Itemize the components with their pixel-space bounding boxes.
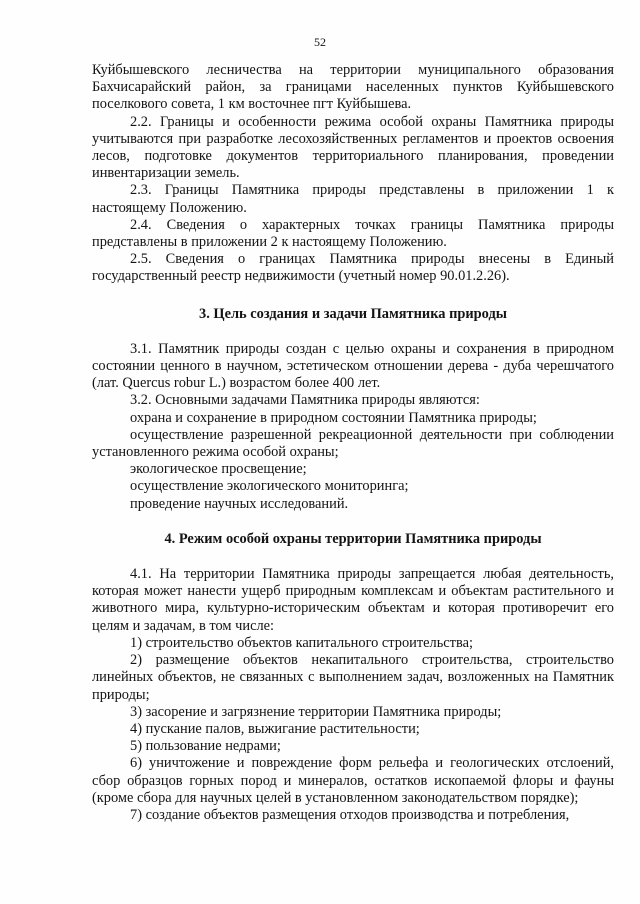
prohibition-item: 5) пользование недрами;	[130, 738, 281, 755]
document-body	[92, 62, 614, 824]
page-number: 52	[314, 35, 326, 49]
task-item: проведение научных исследований.	[130, 495, 349, 512]
task-item: экологическое просвещение;	[130, 461, 307, 478]
intro-paragraph: Куйбышевского лесничества на территории муниципального образования Бахчисарайский район, за границами населенных пунктов Куйбышевского поселкового совета, 1 км восточнее пгт Куйбышева.	[92, 62, 614, 113]
paragraph-3-1: 3.1. Памятник природы создан с целью охраны и сохранения в природном состоянии ценного в научном, эстетическом отношении дерева - дуба черешчатого (лат. Quercus robur L.) возрастом более 400 лет.	[92, 340, 614, 392]
paragraph-2-3: 2.3. Границы Памятника природы представлены в приложении 1 к настоящему Положению.	[92, 182, 614, 216]
paragraph-4-1: 4.1. На территории Памятника природы запрещается любая деятельность, которая может нанести ущерб природным комплексам и объектам растительного и животного мира, культурно-историческим объектам и которая противоречит его целям и задачам, в том числе:	[92, 566, 614, 634]
paragraph-2-5: 2.5. Сведения о границах Памятника природы внесены в Единый государственный реестр недвижимости (учетный номер 90.01.2.26).	[92, 251, 614, 285]
prohibition-item: 6) уничтожение и повреждение форм рельефа и геологических отслоений, сбор образцов горных пород и минералов, остатков ископаемой флоры и фауны (кроме сбора для научных целей в установленном законодательством порядке);	[92, 755, 614, 806]
paragraph-3-2: 3.2. Основными задачами Памятника природы являются:	[130, 392, 480, 409]
prohibition-item: 7) создание объектов размещения отходов производства и потребления,	[130, 806, 570, 823]
task-item: охрана и сохранение в природном состоянии Памятника природы;	[130, 409, 537, 426]
section-3-heading: 3. Цель создания и задачи Памятника природы	[199, 305, 507, 322]
prohibition-item: 1) строительство объектов капитального строительства;	[130, 634, 473, 651]
prohibition-item: 4) пускание палов, выжигание растительности;	[130, 720, 420, 737]
task-item: осуществление разрешенной рекреационной деятельности при соблюдении установленного режима особой охраны;	[92, 426, 614, 461]
prohibition-item: 3) засорение и загрязнение территории Памятника природы;	[130, 703, 502, 720]
section-4-heading: 4. Режим особой охраны территории Памятника природы	[164, 530, 542, 547]
prohibition-item: 2) размещение объектов некапитального строительства, строительство линейных объектов, не связанных с выполнением задач, возложенных на Памятник природы;	[92, 652, 614, 703]
paragraph-2-4: 2.4. Сведения о характерных точках границы Памятника природы представлены в приложении 2 к настоящему Положению.	[92, 216, 614, 251]
task-item: осуществление экологического мониторинга;	[130, 478, 409, 495]
paragraph-2-2: 2.2. Границы и особенности режима особой охраны Памятника природы учитываются при разработке лесохозяйственных регламентов и проектов освоения лесов, подготовке документов территориального планирования, проведении инвентаризации земель.	[92, 113, 614, 182]
